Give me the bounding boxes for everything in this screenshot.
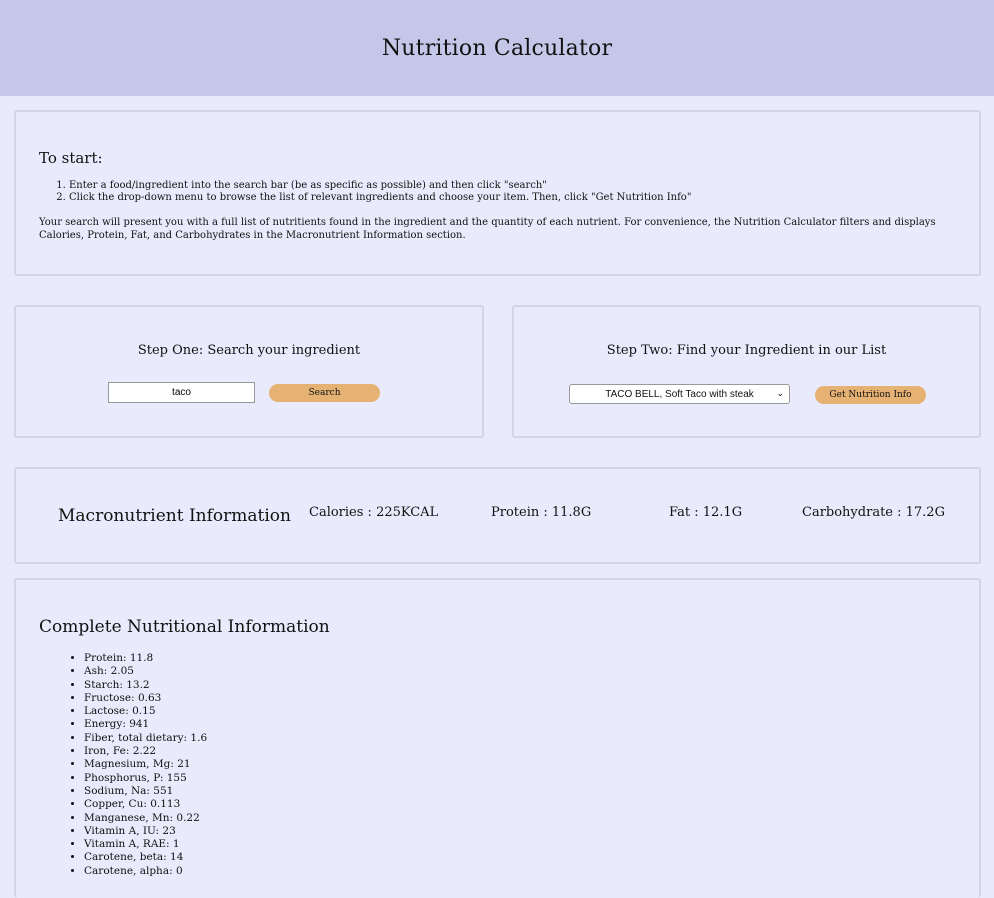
- list-item: • Magnesium, Mg: 21: [84, 758, 207, 771]
- list-item: • Iron, Fe: 2.22: [84, 745, 207, 758]
- get-nutrition-info-button[interactable]: Get Nutrition Info: [815, 386, 926, 404]
- page-title: Nutrition Calculator: [381, 35, 613, 61]
- step-one-card: [14, 305, 484, 438]
- chevron-down-icon: ⌄: [776, 388, 784, 398]
- instruction-step: 1. Enter a food/ingredient into the search bar (be as specific as possible) and then click "search": [69, 180, 691, 192]
- search-button[interactable]: Search: [269, 384, 380, 402]
- step-two-card: [512, 305, 981, 438]
- step-one-title: Step One: Search your ingredient: [137, 343, 361, 358]
- list-item: • Copper, Cu: 0.113: [84, 798, 207, 811]
- list-item: • Carotene, beta: 14: [84, 851, 207, 864]
- list-item: • Fiber, total dietary: 1.6: [84, 732, 207, 745]
- list-item: • Fructose: 0.63: [84, 692, 207, 705]
- list-item: • Energy: 941: [84, 718, 207, 731]
- nutrient-list: [39, 652, 207, 878]
- complete-nutrition-card: [14, 578, 981, 898]
- list-item: • Manganese, Mn: 0.22: [84, 812, 207, 825]
- list-item: • Sodium, Na: 551: [84, 785, 207, 798]
- fat-value: Fat : 12.1G: [669, 505, 743, 520]
- macronutrient-title: Macronutrient Information: [58, 506, 291, 526]
- protein-value: Protein : 11.8G: [491, 505, 592, 520]
- instructions-heading: To start:: [39, 149, 103, 167]
- page-header: [0, 0, 994, 96]
- step-two-title: Step Two: Find your Ingredient in our List: [606, 343, 887, 358]
- complete-nutrition-title: Complete Nutritional Information: [39, 617, 330, 637]
- ingredient-select-value: TACO BELL, Soft Taco with steak: [605, 388, 754, 400]
- list-item: • Ash: 2.05: [84, 665, 207, 678]
- calories-value: Calories : 225KCAL: [309, 505, 439, 520]
- instructions-card: [14, 110, 981, 276]
- ingredient-select[interactable]: [569, 384, 790, 404]
- list-item: • Vitamin A, RAE: 1: [84, 838, 207, 851]
- instructions-steps: [39, 180, 691, 204]
- search-input[interactable]: [108, 382, 255, 403]
- macronutrient-card: [14, 467, 981, 564]
- instructions-paragraph: Your search will present you with a full list of nutritients found in the ingredient and the quantity of each nutrient. For convenience, the Nutrition Calculator filters and displays Calories, Protein, Fat, and Carbohydrates in the Macronutrient Information section.: [39, 217, 936, 241]
- list-item: • Vitamin A, IU: 23: [84, 825, 207, 838]
- list-item: • Starch: 13.2: [84, 679, 207, 692]
- instruction-step: 2. Click the drop-down menu to browse the list of relevant ingredients and choose your item. Then, click "Get Nutrition Info": [69, 192, 691, 204]
- carbohydrate-value: Carbohydrate : 17.2G: [802, 505, 945, 520]
- list-item: • Lactose: 0.15: [84, 705, 207, 718]
- list-item: • Phosphorus, P: 155: [84, 772, 207, 785]
- list-item: • Carotene, alpha: 0: [84, 865, 207, 878]
- list-item: • Protein: 11.8: [84, 652, 207, 665]
